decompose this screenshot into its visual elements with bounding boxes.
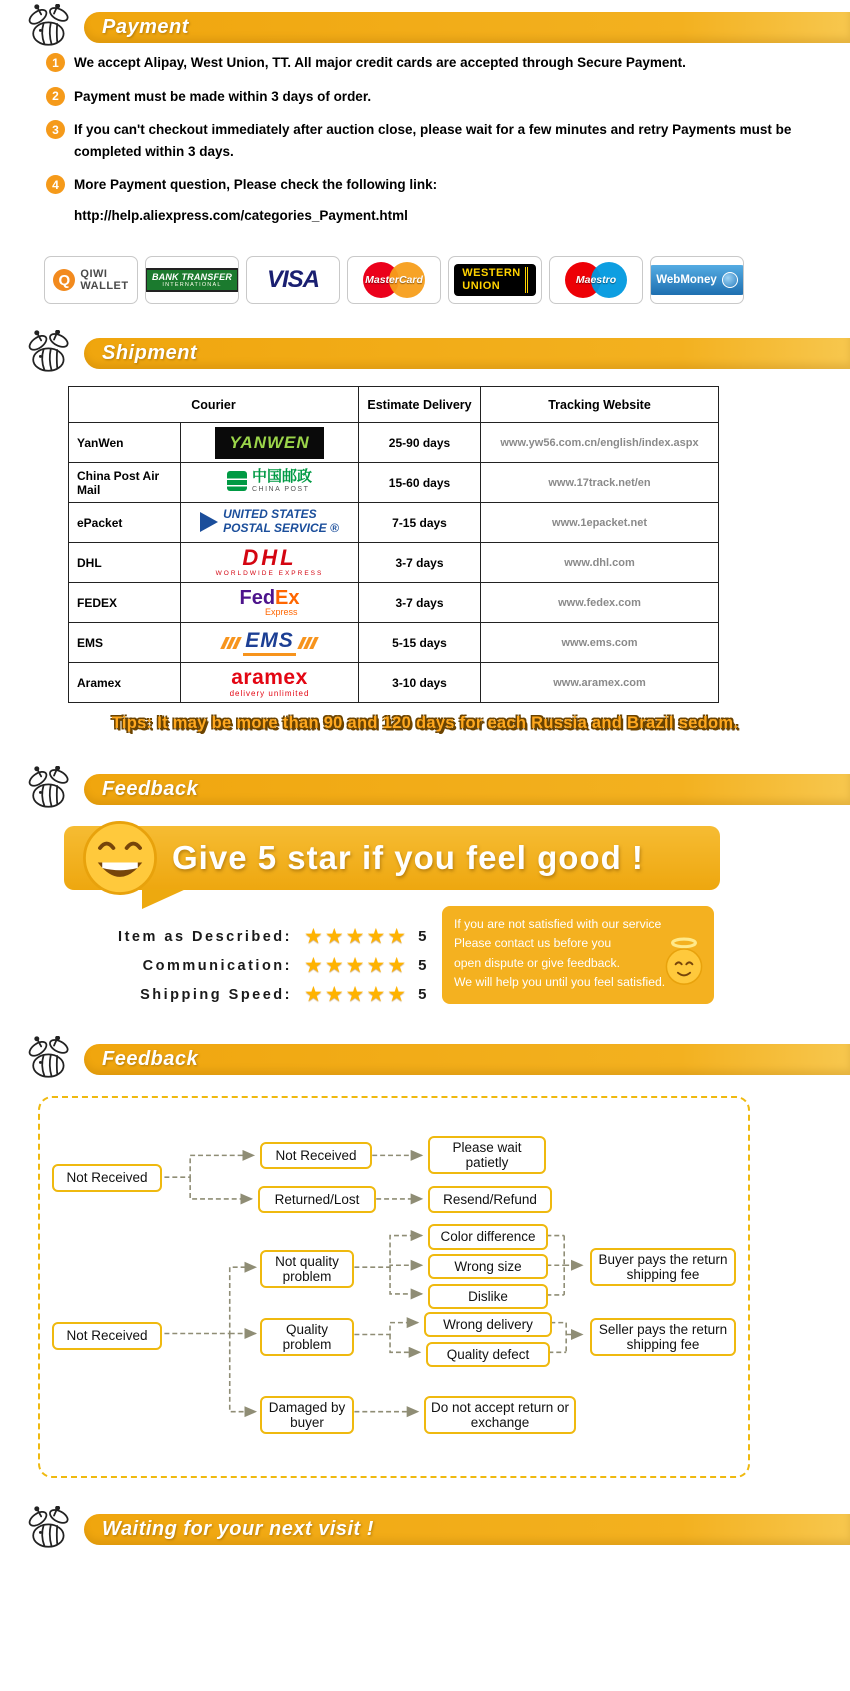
payment-item	[46, 119, 818, 162]
flow-box-wrong-size: Wrong size	[428, 1254, 548, 1279]
table-row-epacket	[69, 503, 719, 543]
rating-value: 5	[418, 986, 427, 1003]
delivery-estimate: 3-10 days	[359, 663, 481, 703]
maestro-logo	[563, 260, 629, 300]
item-number-badge: 1	[46, 53, 65, 72]
usps-logo-line2: POSTAL SERVICE ®	[223, 520, 339, 535]
flow-box-color-difference: Color difference	[428, 1224, 548, 1250]
dhl-logo	[216, 547, 324, 578]
column-header-delivery: Estimate Delivery	[359, 387, 481, 423]
flow-box-returned-lost: Returned/Lost	[258, 1186, 376, 1213]
dispute-flowchart	[38, 1096, 750, 1478]
usps-logo-line1: UNITED STATES	[223, 507, 317, 522]
fedex-fed-text: Fed	[239, 587, 276, 609]
qiwi-label: WALLET	[80, 280, 129, 292]
delivery-estimate: 5-15 days	[359, 623, 481, 663]
tracking-website-link[interactable]: www.yw56.com.cn/english/index.aspx	[481, 423, 719, 463]
courier-name: DHL	[69, 543, 181, 583]
seller-ratings	[60, 924, 426, 1011]
shipping-tips-text: Tips: It may be more than 90 and 120 days for each Russia and Brazil sedom.	[111, 714, 739, 732]
table-row-yanwen	[69, 423, 719, 463]
bee-icon	[22, 1036, 78, 1084]
western-union-label: WESTERN	[462, 267, 528, 280]
tracking-website-link[interactable]: www.17track.net/en	[481, 463, 719, 503]
delivery-estimate: 25-90 days	[359, 423, 481, 463]
aramex-logo	[230, 667, 310, 698]
delivery-estimate: 3-7 days	[359, 543, 481, 583]
feedback-banner	[84, 774, 850, 805]
rating-row	[60, 982, 426, 1007]
payment-item-text: More Payment question, Please check the following link:	[74, 177, 438, 193]
shipment-section-header	[0, 330, 850, 378]
flow-box-no-return-exchange: Do not accept return or exchange	[424, 1396, 576, 1434]
flow-box-quality-defect: Quality defect	[426, 1342, 550, 1367]
rating-value: 5	[418, 928, 427, 945]
bank-transfer-logo	[145, 268, 239, 292]
fedex-ex-text: Ex	[275, 587, 300, 609]
shipment-title: Shipment	[102, 342, 198, 364]
ems-stripes-icon	[223, 637, 239, 649]
tracking-website-link[interactable]: www.aramex.com	[481, 663, 719, 703]
courier-name: ePacket	[69, 503, 181, 543]
rating-label: Shipping Speed:	[140, 986, 292, 1003]
note-line: We will help you until you feel satisfied.	[454, 974, 666, 989]
flow-box-buyer-pays-fee: Buyer pays the return shipping fee	[590, 1248, 736, 1286]
fedex-express-text: Express	[265, 607, 298, 617]
flow-box-please-wait: Please wait patietly	[428, 1136, 546, 1174]
china-post-logo-subtext: CHINA POST	[251, 486, 310, 493]
mastercard-logo	[361, 260, 427, 300]
courier-name: China Post Air Mail	[69, 463, 181, 503]
feedback-title: Feedback	[102, 778, 199, 800]
banner-tail	[142, 889, 186, 909]
note-line: If you are not satisfied with our service	[454, 917, 662, 931]
payment-item	[46, 174, 818, 196]
flow-box-wrong-delivery: Wrong delivery	[424, 1312, 552, 1337]
flow-box-seller-pays-fee: Seller pays the return shipping fee	[590, 1318, 736, 1356]
usps-logo	[200, 508, 339, 536]
qiwi-label: QIWI	[80, 267, 108, 280]
fedex-logo	[239, 588, 299, 617]
courier-name: EMS	[69, 623, 181, 663]
feedback-flow-section-header	[0, 1036, 850, 1084]
payment-title: Payment	[102, 16, 189, 38]
payment-method-mastercard	[347, 256, 441, 304]
payment-method-qiwi	[44, 256, 138, 304]
column-header-courier: Courier	[69, 387, 359, 423]
webmoney-label: WebMoney	[656, 274, 717, 286]
ems-logo-text: EMS	[243, 629, 296, 656]
bank-transfer-sublabel: INTERNATIONAL	[162, 282, 222, 288]
rating-label: Communication:	[142, 957, 292, 974]
flow-box-not-quality-problem: Not quality problem	[260, 1250, 354, 1288]
rating-value: 5	[418, 957, 427, 974]
payment-method-western-union	[448, 256, 542, 304]
flow-box-dislike: Dislike	[428, 1284, 548, 1309]
dhl-logo-subtext: WORLDWIDE EXPRESS	[215, 570, 324, 578]
tracking-website-link[interactable]: www.dhl.com	[481, 543, 719, 583]
bee-icon	[22, 4, 78, 52]
footer-banner	[84, 1514, 850, 1545]
western-union-label: UNION	[462, 280, 528, 293]
tracking-website-link[interactable]: www.fedex.com	[481, 583, 719, 623]
delivery-estimate: 7-15 days	[359, 503, 481, 543]
bank-transfer-label: BANK TRANSFER	[151, 272, 233, 282]
payment-item-text: Payment must be made within 3 days of order.	[74, 88, 372, 104]
rating-row	[60, 924, 426, 949]
qiwi-icon: Q	[53, 269, 75, 291]
western-union-logo	[454, 264, 536, 296]
payment-items	[46, 52, 818, 223]
five-star-banner	[64, 826, 720, 890]
aramex-logo-subtext: delivery unlimited	[229, 689, 310, 698]
courier-name: Aramex	[69, 663, 181, 703]
courier-name: YanWen	[69, 423, 181, 463]
item-number-badge: 2	[46, 87, 65, 106]
payment-item-text: If you can't checkout immediately after auction close, please wait for a few minutes and retry Payments must be completed within 3 days.	[74, 122, 792, 159]
payment-method-bank-transfer	[145, 256, 239, 304]
table-row-ems	[69, 623, 719, 663]
column-header-tracking: Tracking Website	[481, 387, 719, 423]
flow-box-not-received: Not Received	[260, 1142, 372, 1169]
five-star-icons: ★★★★★	[304, 925, 409, 948]
footer-section-header	[0, 1506, 850, 1554]
payment-section-header	[0, 4, 850, 52]
flow-box-quality-problem: Quality problem	[260, 1318, 354, 1356]
five-star-banner-text: Give 5 star if you feel good !	[172, 839, 644, 876]
ems-logo	[223, 629, 316, 656]
payment-item	[46, 86, 818, 108]
ems-stripes-icon	[300, 637, 316, 649]
flow-box-damaged-by-buyer: Damaged by buyer	[260, 1396, 354, 1434]
angel-smiley-icon	[658, 936, 710, 988]
payment-item	[46, 52, 818, 74]
dhl-logo-text: DHL	[242, 545, 297, 571]
table-header-row	[69, 387, 719, 423]
bee-icon	[22, 330, 78, 378]
item-number-badge: 4	[46, 175, 65, 194]
item-number-badge: 3	[46, 120, 65, 139]
aramex-logo-text: aramex	[231, 666, 308, 689]
feedback-section-header	[0, 766, 850, 814]
note-line: open dispute or give feedback.	[454, 955, 621, 970]
delivery-estimate: 15-60 days	[359, 463, 481, 503]
laughing-smiley-icon	[80, 818, 160, 898]
maestro-label: Maestro	[575, 274, 617, 286]
yanwen-logo	[215, 427, 323, 459]
payment-help-link[interactable]: http://help.aliexpress.com/categories_Payment.html	[74, 207, 408, 223]
payment-banner	[84, 12, 850, 43]
globe-icon	[722, 272, 738, 288]
payment-methods-row	[44, 256, 744, 304]
flow-box-not-received-start-2: Not Received	[52, 1322, 162, 1350]
feedback-flow-title: Feedback	[102, 1048, 199, 1070]
china-post-logo	[227, 469, 312, 493]
flow-box-resend-refund: Resend/Refund	[428, 1186, 552, 1213]
courier-name: FEDEX	[69, 583, 181, 623]
visa-logo: VISA	[266, 266, 319, 293]
china-post-emblem-icon	[227, 471, 247, 491]
feedback-flow-banner	[84, 1044, 850, 1075]
bee-icon	[22, 766, 78, 814]
yanwen-logo-text: YANWEN	[229, 432, 310, 452]
payment-method-webmoney	[650, 256, 744, 304]
payment-method-visa	[246, 256, 340, 304]
footer-title: Waiting for your next visit !	[102, 1518, 374, 1540]
flow-box-not-received-start-1: Not Received	[52, 1164, 162, 1192]
five-star-icons: ★★★★★	[304, 954, 409, 977]
flow-connectors	[40, 1098, 748, 1476]
rating-label: Item as Described:	[118, 928, 292, 945]
tracking-website-link[interactable]: www.ems.com	[481, 623, 719, 663]
table-row-fedex	[69, 583, 719, 623]
delivery-estimate: 3-7 days	[359, 583, 481, 623]
bee-icon	[22, 1506, 78, 1554]
mastercard-label: MasterCard	[365, 274, 423, 286]
payment-item-text: We accept Alipay, West Union, TT. All major credit cards are accepted through Secure Payment.	[74, 55, 686, 70]
webmoney-logo	[650, 265, 744, 295]
table-row-aramex	[69, 663, 719, 703]
china-post-logo-text: 中国邮政	[251, 468, 312, 485]
rating-row	[60, 953, 426, 978]
note-line: Please contact us before you	[454, 936, 612, 951]
satisfaction-note	[442, 906, 714, 1004]
table-row-china-post	[69, 463, 719, 503]
usps-eagle-icon	[200, 512, 218, 532]
table-row-dhl	[69, 543, 719, 583]
five-star-icons: ★★★★★	[304, 983, 409, 1006]
tracking-website-link[interactable]: www.1epacket.net	[481, 503, 719, 543]
payment-method-maestro	[549, 256, 643, 304]
shipment-table	[68, 386, 719, 703]
shipment-banner	[84, 338, 850, 369]
